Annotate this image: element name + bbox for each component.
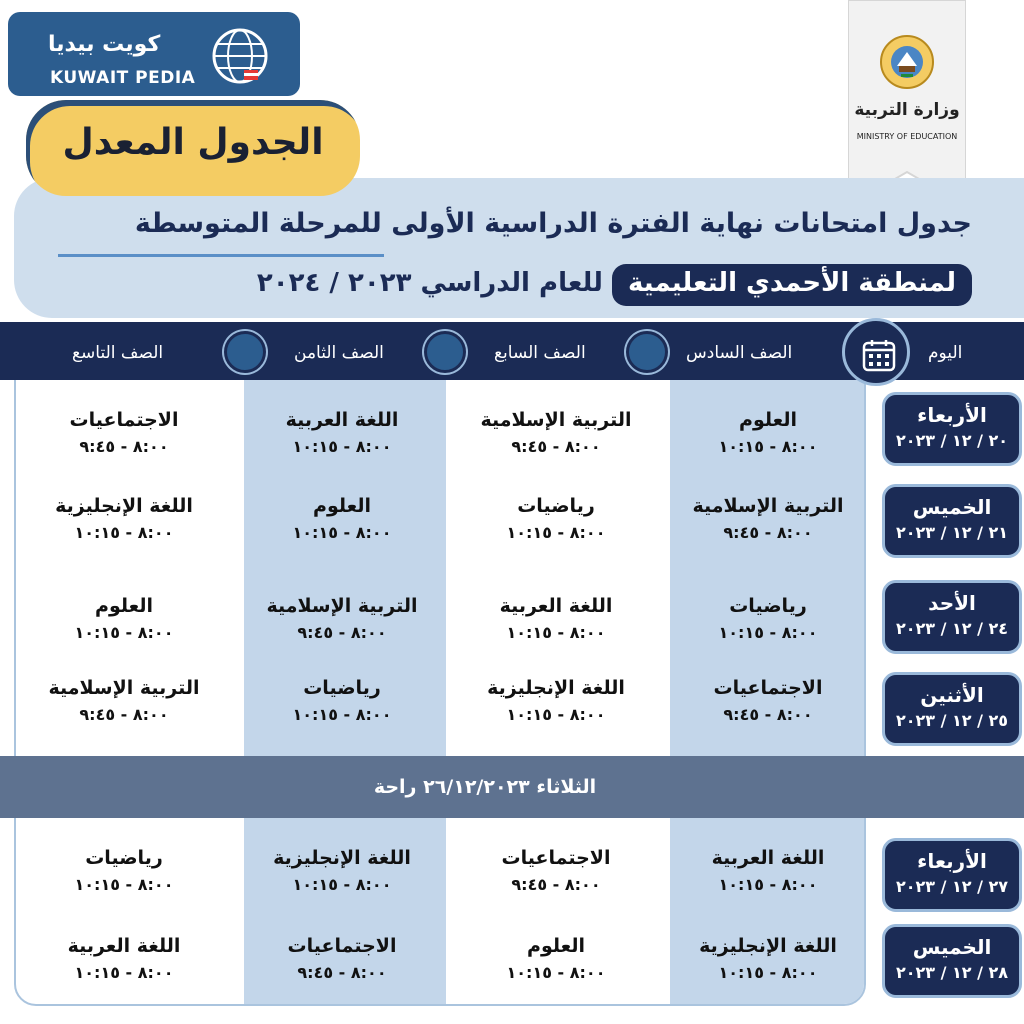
exam-cell-g8 (242, 846, 442, 894)
exam-subject: العلوم (527, 935, 585, 957)
exam-time: ٨:٠٠ - ١٠:١٥ (74, 523, 174, 542)
globe-icon (210, 26, 270, 86)
exam-subject: اللغة العربية (499, 595, 613, 617)
exam-cell-g8 (242, 594, 442, 642)
day-date: ٢٥ / ١٢ / ٢٠٢٣ (895, 711, 1009, 730)
exam-cell-g7 (456, 846, 656, 894)
exam-time: ٨:٠٠ - ٩:٤٥ (297, 623, 387, 642)
exam-subject: رياضيات (85, 847, 163, 869)
day-date: ٢٨ / ١٢ / ٢٠٢٣ (895, 963, 1009, 982)
exam-cell-g9 (24, 594, 224, 642)
exam-subject: الاجتماعيات (713, 677, 823, 699)
day-date: ٢١ / ١٢ / ٢٠٢٣ (895, 523, 1009, 542)
exam-time: ٨:٠٠ - ١٠:١٥ (718, 437, 818, 456)
ministry-ribbon (848, 0, 966, 206)
logo-english-text: KUWAIT PEDIA (50, 68, 196, 88)
day-name: الأربعاء (917, 849, 987, 873)
exam-time: ٨:٠٠ - ١٠:١٥ (718, 623, 818, 642)
exam-cell-g6 (668, 594, 868, 642)
exam-time: ٨:٠٠ - ١٠:١٥ (292, 437, 392, 456)
exam-cell-g8 (242, 408, 442, 456)
exam-subject: العلوم (313, 495, 371, 517)
grade8-circle-icon (424, 331, 466, 373)
day-name: الخميس (912, 935, 992, 959)
exam-time: ٨:٠٠ - ١٠:١٥ (292, 705, 392, 724)
day-header-icon-wrap (842, 318, 910, 386)
header-day: اليوم (928, 343, 963, 363)
exam-cell-g9 (24, 494, 224, 542)
exam-subject: التربية الإسلامية (692, 495, 844, 517)
page-title: جدول امتحانات نهاية الفترة الدراسية الأولى للمرحلة المتوسطة (134, 208, 972, 239)
badge-text: الجدول المعدل (62, 122, 324, 163)
exam-cell-g6 (668, 846, 868, 894)
region-highlight: لمنطقة الأحمدي التعليمية (612, 264, 972, 306)
day-cell (882, 838, 1022, 912)
grade9-circle-icon (224, 331, 266, 373)
exam-cell-g7 (456, 676, 656, 724)
rest-day-text: الثلاثاء ٢٦/١٢/٢٠٢٣ راحة (373, 776, 597, 798)
exam-cell-g9 (24, 934, 224, 982)
exam-cell-g6 (668, 408, 868, 456)
header-grade6: الصف السادس (686, 343, 793, 363)
exam-cell-g6 (668, 676, 868, 724)
day-cell (882, 580, 1022, 654)
exam-subject: اللغة العربية (711, 847, 825, 869)
day-cell (882, 484, 1022, 558)
exam-subject: اللغة العربية (285, 409, 399, 431)
exam-cell-g7 (456, 408, 656, 456)
exam-time: ٨:٠٠ - ١٠:١٥ (74, 623, 174, 642)
exam-subject: التربية الإسلامية (48, 677, 200, 699)
exam-time: ٨:٠٠ - ١٠:١٥ (292, 875, 392, 894)
subtitle (40, 264, 972, 306)
exam-cell-g8 (242, 676, 442, 724)
day-name: الأحد (928, 591, 976, 615)
title-underline (58, 254, 384, 257)
exam-time: ٨:٠٠ - ١٠:١٥ (292, 523, 392, 542)
revised-schedule-badge (26, 100, 360, 196)
exam-cell-g9 (24, 408, 224, 456)
exam-cell-g8 (242, 494, 442, 542)
calendar-icon (862, 338, 896, 372)
exam-subject: اللغة الإنجليزية (487, 677, 625, 699)
exam-time: ٨:٠٠ - ٩:٤٥ (511, 875, 601, 894)
grade7-circle-icon (626, 331, 668, 373)
exam-subject: اللغة الإنجليزية (55, 495, 193, 517)
exam-time: ٨:٠٠ - ٩:٤٥ (723, 705, 813, 724)
exam-cell-g6 (668, 494, 868, 542)
exam-time: ٨:٠٠ - ١٠:١٥ (506, 523, 606, 542)
day-date: ٢٧ / ١٢ / ٢٠٢٣ (895, 877, 1009, 896)
exam-time: ٨:٠٠ - ١٠:١٥ (506, 623, 606, 642)
exam-cell-g8 (242, 934, 442, 982)
day-cell (882, 672, 1022, 746)
academic-year: للعام الدراسي ٢٠٢٣ / ٢٠٢٤ (256, 268, 603, 298)
header-grade7: الصف السابع (494, 343, 586, 363)
exam-subject: التربية الإسلامية (480, 409, 632, 431)
exam-subject: الاجتماعيات (287, 935, 397, 957)
exam-subject: رياضيات (303, 677, 381, 699)
exam-time: ٨:٠٠ - ١٠:١٥ (74, 875, 174, 894)
day-date: ٢٠ / ١٢ / ٢٠٢٣ (895, 431, 1009, 450)
exam-subject: اللغة الإنجليزية (699, 935, 837, 957)
exam-subject: رياضيات (729, 595, 807, 617)
kuwait-pedia-logo (8, 12, 300, 96)
exam-time: ٨:٠٠ - ١٠:١٥ (506, 705, 606, 724)
exam-time: ٨:٠٠ - ٩:٤٥ (79, 437, 169, 456)
exam-subject: الاجتماعيات (501, 847, 611, 869)
exam-subject: العلوم (739, 409, 797, 431)
exam-time: ٨:٠٠ - ١٠:١٥ (718, 875, 818, 894)
exam-subject: اللغة العربية (67, 935, 181, 957)
exam-subject: رياضيات (517, 495, 595, 517)
rest-day-bar (0, 756, 1024, 818)
header-grade9: الصف التاسع (72, 343, 164, 363)
exam-subject: العلوم (95, 595, 153, 617)
exam-time: ٨:٠٠ - ١٠:١٥ (74, 963, 174, 982)
ministry-english: MINISTRY OF EDUCATION (856, 132, 958, 141)
exam-cell-g7 (456, 934, 656, 982)
day-cell (882, 392, 1022, 466)
day-cell (882, 924, 1022, 998)
ministry-arabic: وزارة التربية (854, 100, 960, 120)
exam-cell-g9 (24, 676, 224, 724)
exam-cell-g6 (668, 934, 868, 982)
exam-time: ٨:٠٠ - ١٠:١٥ (718, 963, 818, 982)
exam-subject: الاجتماعيات (69, 409, 179, 431)
day-name: الأربعاء (917, 403, 987, 427)
exam-time: ٨:٠٠ - ٩:٤٥ (297, 963, 387, 982)
day-name: الأثنين (920, 683, 984, 707)
exam-time: ٨:٠٠ - ٩:٤٥ (79, 705, 169, 724)
exam-cell-g7 (456, 594, 656, 642)
exam-subject: اللغة الإنجليزية (273, 847, 411, 869)
exam-cell-g7 (456, 494, 656, 542)
exam-subject: التربية الإسلامية (266, 595, 418, 617)
day-date: ٢٤ / ١٢ / ٢٠٢٣ (895, 619, 1009, 638)
logo-arabic-text: كويت بيديا (48, 32, 161, 57)
exam-time: ٨:٠٠ - ٩:٤٥ (723, 523, 813, 542)
exam-cell-g9 (24, 846, 224, 894)
exam-time: ٨:٠٠ - ٩:٤٥ (511, 437, 601, 456)
exam-time: ٨:٠٠ - ١٠:١٥ (506, 963, 606, 982)
kuwait-emblem-icon (875, 30, 939, 94)
day-name: الخميس (912, 495, 992, 519)
header-grade8: الصف الثامن (294, 343, 384, 363)
